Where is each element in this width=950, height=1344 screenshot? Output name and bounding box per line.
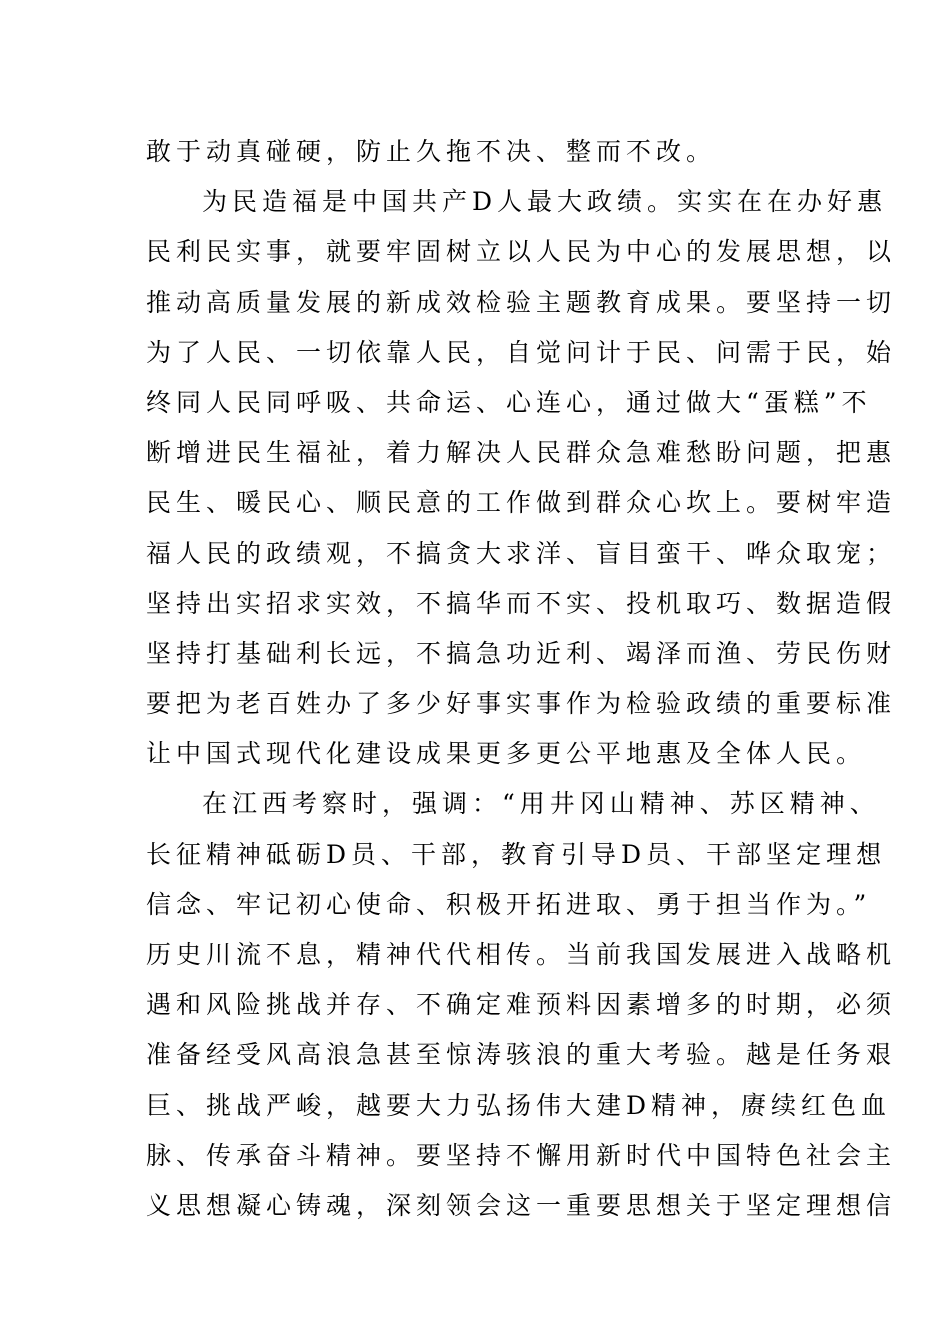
paragraph-start-line: 在江西考察时，强调：“用井冈山精神、苏区精神、 <box>202 789 880 819</box>
text-line: 民利民实事，就要牢固树立以人民为中心的发展思想，以 <box>146 237 897 267</box>
text-line: 信念、牢记初心使命、积极开拓进取、勇于担当作为。” <box>146 889 872 919</box>
text-line: 义思想凝心铸魂，深刻领会这一重要思想关于坚定理想信 <box>146 1190 897 1220</box>
text-line: 为了人民、一切依靠人民，自觉问计于民、问需于民，始 <box>146 337 897 367</box>
text-line: 终同人民同呼吸、共命运、心连心，通过做大“蛋糕”不 <box>146 387 872 417</box>
text-line: 要把为老百姓办了多少好事实事作为检验政绩的重要标准 <box>146 689 897 719</box>
text-line: 福人民的政绩观，不搞贪大求洋、盲目蛮干、哗众取宠； <box>146 538 897 568</box>
text-line: 长征精神砥砺D员、干部，教育引导D员、干部坚定理想 <box>146 839 887 869</box>
text-line: 断增进民生福祉，着力解决人民群众急难愁盼问题，把惠 <box>146 438 897 468</box>
text-line: 敢于动真碰硬，防止久拖不决、整而不改。 <box>146 137 717 166</box>
text-line: 准备经受风高浪急甚至惊涛骇浪的重大考验。越是任务艰 <box>146 1040 897 1070</box>
text-line: 坚持打基础利长远，不搞急功近利、竭泽而渔、劳民伤财 <box>146 638 897 668</box>
text-line: 巨、挑战严峻，越要大力弘扬伟大建D精神，赓续红色血 <box>146 1090 892 1120</box>
text-line: 坚持出实招求实效，不搞华而不实、投机取巧、数据造假 <box>146 588 897 618</box>
text-line: 民生、暖民心、顺民意的工作做到群众心坎上。要树牢造 <box>146 488 897 518</box>
text-line: 推动高质量发展的新成效检验主题教育成果。要坚持一切 <box>146 287 897 317</box>
text-line: 遇和风险挑战并存、不确定难预料因素增多的时期，必须 <box>146 990 897 1020</box>
text-line: 让中国式现代化建设成果更多更公平地惠及全体人民。 <box>146 739 867 769</box>
text-line: 脉、传承奋斗精神。要坚持不懈用新时代中国特色社会主 <box>146 1140 897 1170</box>
paragraph-start-line: 为民造福是中国共产D人最大政绩。实实在在办好惠 <box>202 187 888 217</box>
text-line: 历史川流不息，精神代代相传。当前我国发展进入战略机 <box>146 940 897 969</box>
document-page <box>146 127 897 1231</box>
